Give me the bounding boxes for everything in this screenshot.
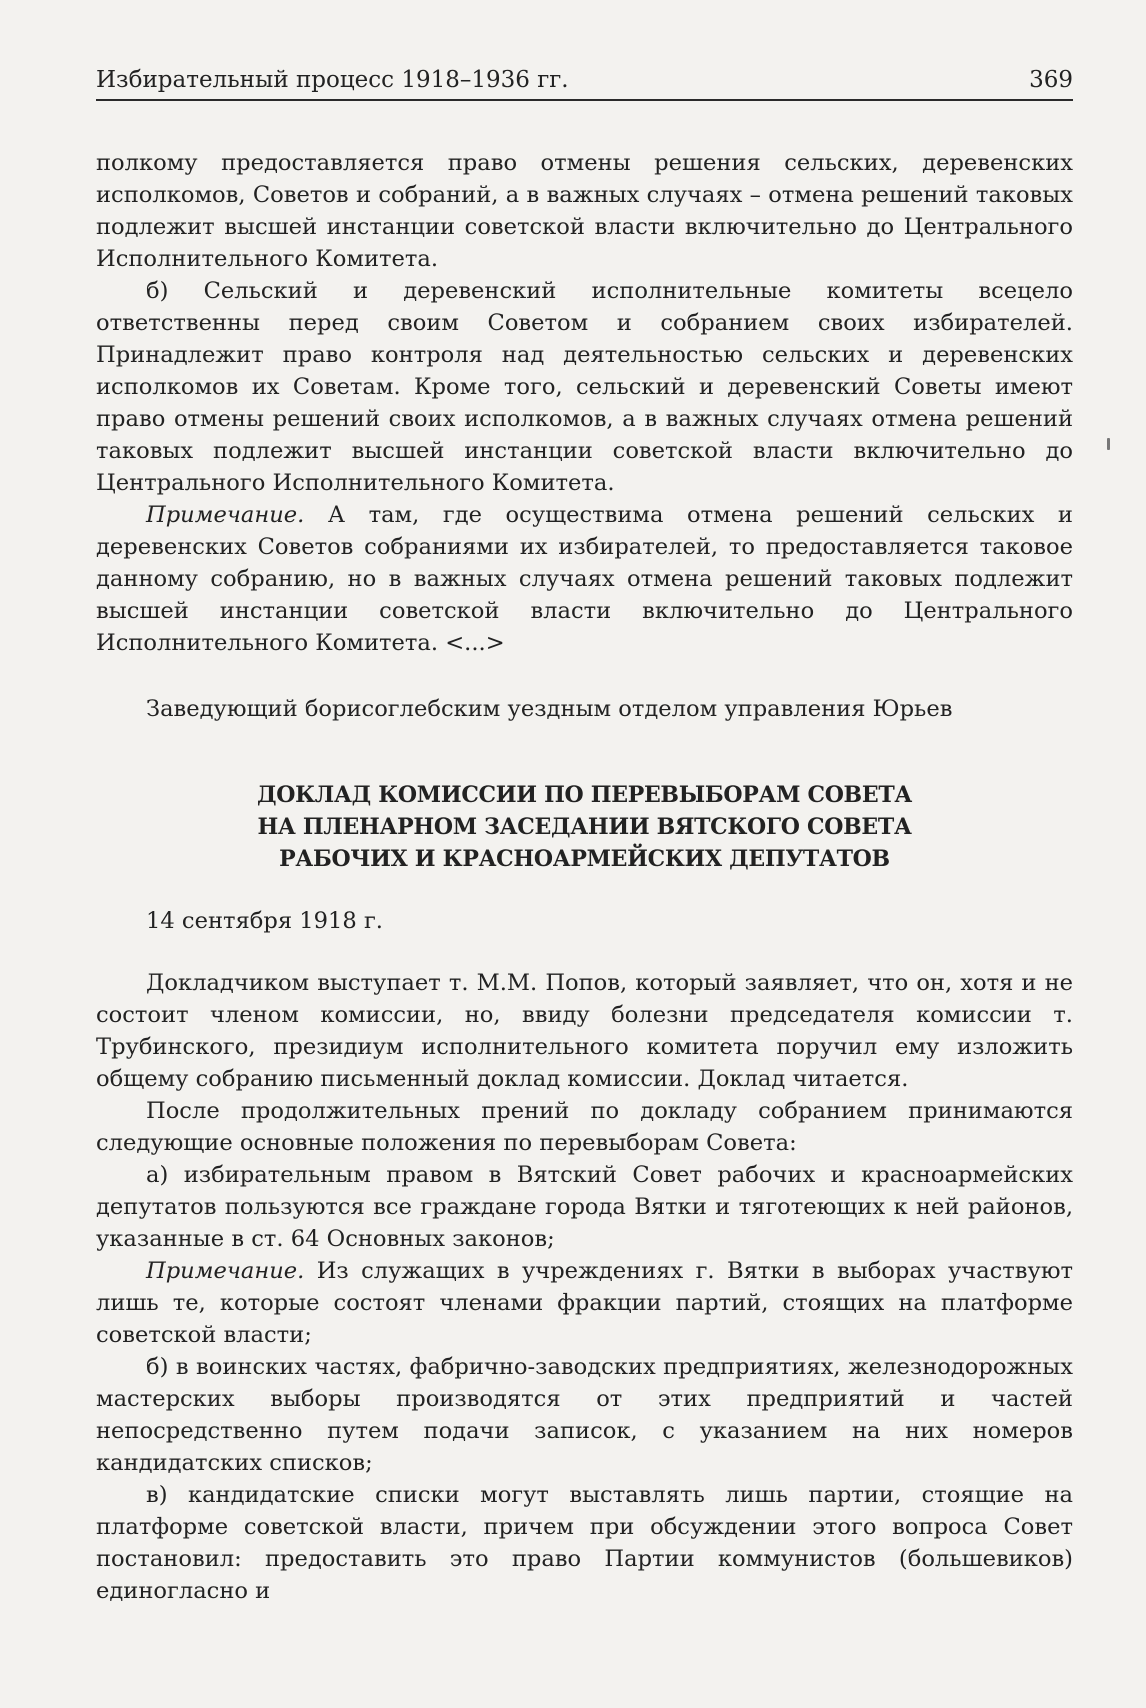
paragraph-speaker: Докладчиком выступает т. М.М. Попов, который заявляет, что он, хотя и не состоит членом комиссии, но, ввиду болезни председателя комиссии т. Трубинского, президиум исполнительного комитета поручил ему изложить общему собранию письменный доклад комиссии. Доклад читается. xyxy=(96,970,1073,1092)
spacer xyxy=(96,659,1073,693)
margin-mark xyxy=(1107,438,1110,450)
page-number: 369 xyxy=(1029,67,1073,93)
note-paragraph-2 xyxy=(96,1255,1073,1351)
note-label-2: Примечание. xyxy=(146,1258,305,1284)
paragraph-continuation: полкому предоставляется право отмены решения сельских, деревенских исполкомов, Советов и собраний, а в важных случаях – отмена решений таковых подлежит высшей инстанции советской власти включительно до Центрального Исполнительного Комитета. xyxy=(96,150,1073,272)
header-rule xyxy=(96,99,1073,101)
spacer xyxy=(96,937,1073,967)
document-title-line-1: ДОКЛАД КОМИССИИ ПО ПЕРЕВЫБОРАМ СОВЕТА xyxy=(256,782,913,808)
note-text-2: Из служащих в учреждениях г. Вятки в выборах участвуют лишь те, которые состоят членами фракции партий, стоящих на платформе советской власти; xyxy=(96,1258,1073,1348)
page-body xyxy=(96,147,1073,1607)
document-title-line-2: НА ПЛЕНАРНОМ ЗАСЕДАНИИ ВЯТСКОГО СОВЕТА xyxy=(257,814,912,840)
note-label: Примечание. xyxy=(146,502,305,528)
running-title: Избирательный процесс 1918–1936 гг. xyxy=(96,67,569,93)
document-date: 14 сентября 1918 г. xyxy=(146,908,383,934)
document-title-line-3: РАБОЧИХ И КРАСНОАРМЕЙСКИХ ДЕПУТАТОВ xyxy=(279,846,890,872)
paragraph-debate: После продолжительных прений по докладу собранием принимаются следующие основные положения по перевыборам Совета: xyxy=(96,1098,1073,1156)
paragraph-b-executive: б) Сельский и деревенский исполнительные комитеты всецело ответственны перед своим Советом и собранием своих избирателей. Принадлежит право контроля над деятельностью сельских и деревенских исполкомов их Советам. Кроме того, сельский и деревенский Советы имеют право отмены решений своих исполкомов, а в важных случаях отмена решений таковых подлежит высшей инстанции советской власти включительно до Центрального Исполнительного Комитета. xyxy=(96,278,1073,496)
paragraph-a-suffrage: а) избирательным правом в Вятский Совет рабочих и красноармейских депутатов пользуются все граждане города Вятки и тяготеющих к ней районов, указанные в ст. 64 Основных законов; xyxy=(96,1162,1073,1252)
note-text: А там, где осуществима отмена решений сельских и деревенских Советов собраниями их избирателей, то предоставляется таковое данному собранию, но в важных случаях отмена решений таковых подлежит высшей инстанции советской власти включительно до Центрального Исполнительного Комитета. <...> xyxy=(96,502,1073,656)
paragraph-b-military: б) в воинских частях, фабрично-заводских предприятиях, железнодорожных мастерских выборы производятся от этих предприятий и частей непосредственно путем подачи записок, с указанием на них номеров кандидатских списков; xyxy=(96,1354,1073,1476)
paragraph-c-candidates: в) кандидатские списки могут выставлять лишь партии, стоящие на платформе советской власти, причем при обсуждении этого вопроса Совет постановил: предоставить это право Партии коммунистов (большевиков) единогласно и xyxy=(96,1482,1073,1604)
page-header xyxy=(96,66,1073,94)
note-paragraph xyxy=(96,499,1073,659)
signature-line: Заведующий борисоглебским уездным отделом управления Юрьев xyxy=(146,696,953,722)
spacer xyxy=(96,875,1073,905)
spacer xyxy=(96,725,1073,779)
